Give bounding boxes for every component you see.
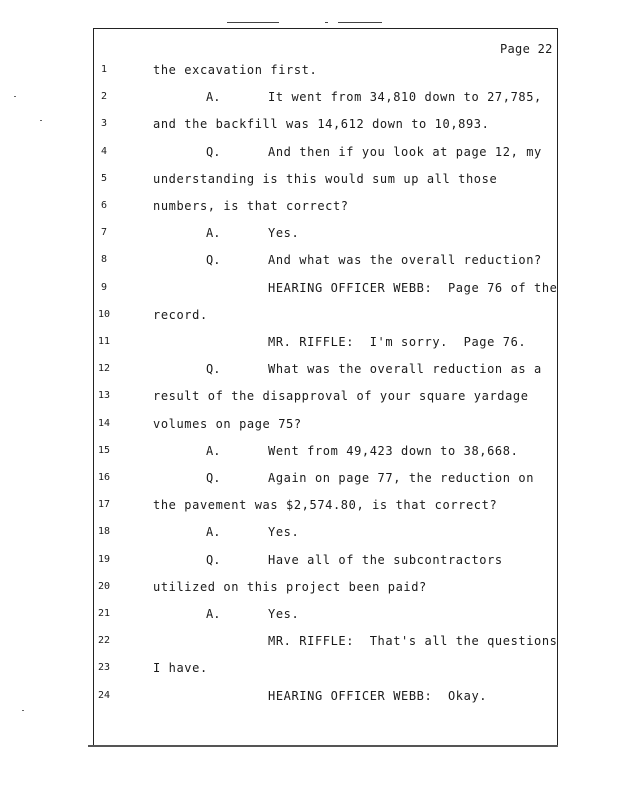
speaker-label: A.: [206, 90, 221, 104]
line-number: 2: [100, 91, 108, 102]
transcript-line-text: and the backfill was 14,612 down to 10,893.: [153, 117, 490, 131]
scan-speck: [14, 96, 16, 97]
transcript-line-text: utilized on this project been paid?: [153, 580, 427, 594]
speaker-label: A.: [206, 525, 221, 539]
speaker-label: Q.: [206, 471, 221, 485]
speaker-label: Q.: [206, 145, 221, 159]
page-number: Page 22: [500, 42, 553, 56]
transcript-line-text: MR. RIFFLE: I'm sorry. Page 76.: [268, 335, 527, 349]
line-number: 3: [100, 118, 108, 129]
speaker-label: A.: [206, 444, 221, 458]
line-number: 7: [100, 227, 108, 238]
transcript-line-text: record.: [153, 308, 208, 322]
speaker-label: Q.: [206, 362, 221, 376]
line-number: 6: [100, 200, 108, 211]
transcript-line-text: Again on page 77, the reduction on: [268, 471, 535, 485]
bottom-rule: [88, 745, 558, 747]
transcript-line-text: Have all of the subcontractors: [268, 553, 503, 567]
speaker-label: A.: [206, 607, 221, 621]
transcript-line-text: result of the disapproval of your square yardage: [153, 389, 529, 403]
line-number: 4: [100, 146, 108, 157]
line-number: 21: [97, 608, 111, 619]
line-number: 24: [97, 690, 111, 701]
transcript-line-text: HEARING OFFICER WEBB: Okay.: [268, 689, 488, 703]
line-number: 22: [97, 635, 111, 646]
transcript-line-text: MR. RIFFLE: That's all the questions: [268, 634, 558, 648]
transcript-line-text: the pavement was $2,574.80, is that correct?: [153, 498, 498, 512]
line-number: 13: [97, 390, 111, 401]
transcript-line-text: And what was the overall reduction?: [268, 253, 542, 267]
speaker-label: Q.: [206, 253, 221, 267]
transcript-line-text: the excavation first.: [153, 63, 318, 77]
transcript-line-text: And then if you look at page 12, my: [268, 145, 542, 159]
speaker-label: A.: [206, 226, 221, 240]
transcript-line-text: I have.: [153, 661, 208, 675]
line-number: 1: [100, 64, 108, 75]
transcript-line-text: understanding is this would sum up all those: [153, 172, 498, 186]
line-number: 19: [97, 554, 111, 565]
transcript-line-text: Yes.: [268, 525, 300, 539]
line-number: 8: [100, 254, 108, 265]
line-number: 16: [97, 472, 111, 483]
line-number: 12: [97, 363, 111, 374]
line-number: 18: [97, 526, 111, 537]
line-number: 14: [97, 418, 111, 429]
scan-speck: [40, 120, 42, 121]
transcript-line-text: numbers, is that correct?: [153, 199, 349, 213]
transcript-line-text: volumes on page 75?: [153, 417, 302, 431]
line-number: 15: [97, 445, 111, 456]
scan-mark-top-dot: [325, 22, 328, 23]
line-number: 9: [100, 282, 108, 293]
transcript-line-text: Went from 49,423 down to 38,668.: [268, 444, 519, 458]
line-number: 23: [97, 662, 111, 673]
speaker-label: Q.: [206, 553, 221, 567]
transcript-line-text: Yes.: [268, 226, 300, 240]
line-number: 5: [100, 173, 108, 184]
line-number: 20: [97, 581, 111, 592]
line-number: 11: [97, 336, 111, 347]
transcript-line-text: HEARING OFFICER WEBB: Page 76 of the: [268, 281, 558, 295]
transcript-line-text: It went from 34,810 down to 27,785,: [268, 90, 542, 104]
transcript-line-text: Yes.: [268, 607, 300, 621]
transcript-line-text: What was the overall reduction as a: [268, 362, 542, 376]
line-number: 17: [97, 499, 111, 510]
line-number: 10: [97, 309, 111, 320]
scan-mark-top-left: [227, 22, 279, 23]
scan-mark-top-right: [338, 22, 382, 23]
scan-speck: [22, 710, 24, 711]
